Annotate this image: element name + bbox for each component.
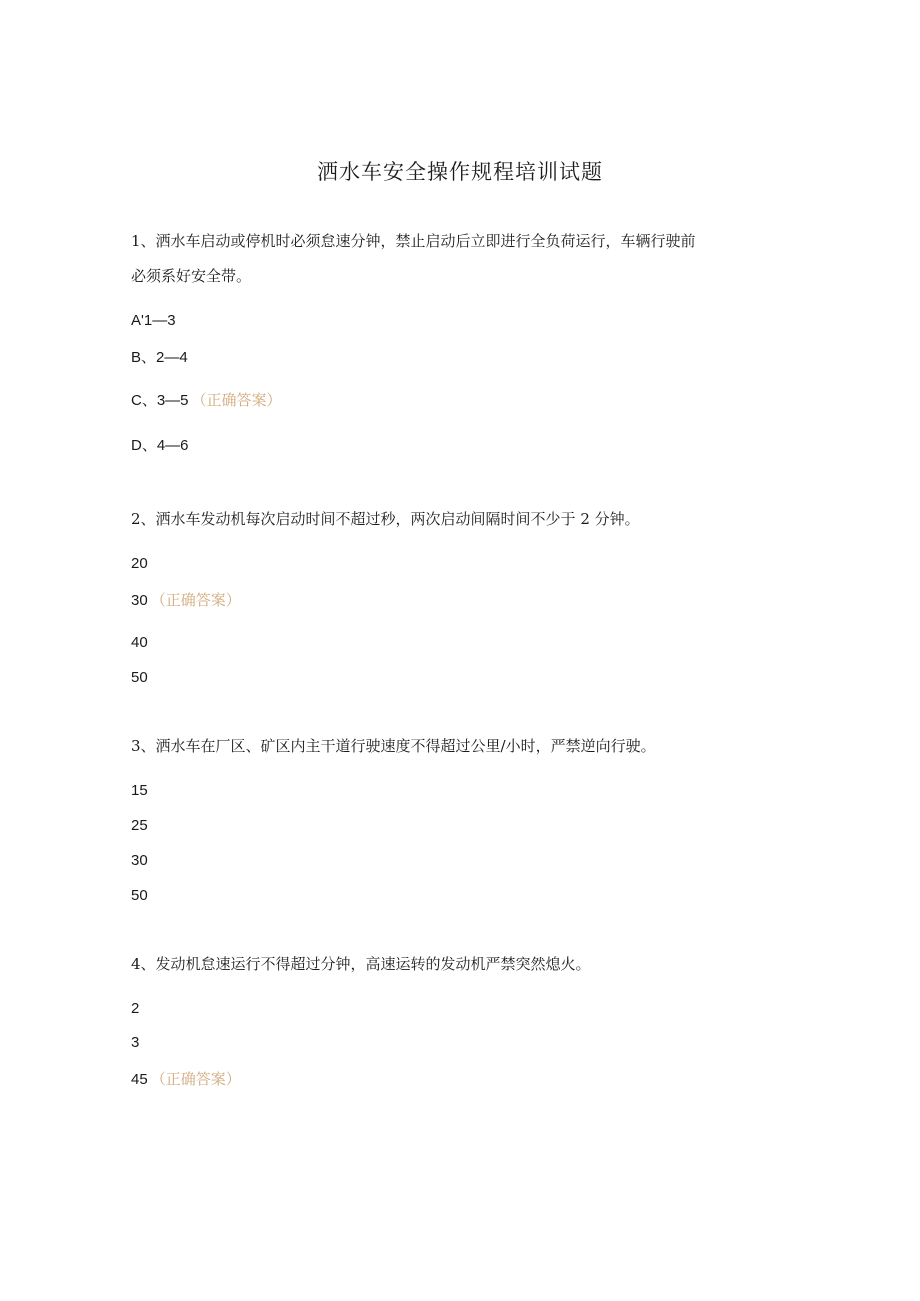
question-2-option-3	[131, 631, 148, 654]
question-1-prompt-line-2: 必须系好安全带。	[131, 267, 252, 285]
question-1-option-b	[131, 346, 188, 369]
question-3-option-2	[131, 814, 148, 837]
question-4-option-1	[131, 997, 139, 1020]
question-2-option-2	[131, 589, 241, 612]
question-2-prompt-line-1: 2、洒水车发动机每次启动时间不超过秒，两次启动间隔时间不少于 2 分钟。	[131, 510, 640, 528]
question-3-option-4	[131, 884, 148, 907]
question-1-option-d	[131, 434, 189, 457]
option-text: 45	[131, 1071, 148, 1088]
question-3-prompt-line-1: 3、洒水车在厂区、矿区内主干道行驶速度不得超过公里/小时，严禁逆向行驶。	[131, 737, 656, 755]
question-1-option-c	[131, 389, 282, 412]
question-4-prompt-line-1: 4、发动机怠速运行不得超过分钟，高速运转的发动机严禁突然熄火。	[131, 955, 591, 973]
question-2-option-4	[131, 666, 148, 689]
option-text: 2	[131, 1000, 140, 1017]
option-text: 50	[131, 887, 148, 904]
question-3-option-1	[131, 779, 148, 802]
correct-answer-tag: （正确答案）	[191, 391, 282, 409]
option-text: 40	[131, 634, 148, 651]
option-text: 20	[131, 555, 148, 572]
question-3-option-3	[131, 849, 148, 872]
question-1-prompt-line-1: 1、洒水车启动或停机时必须怠速分钟，禁止启动后立即进行全负荷运行，车辆行驶前	[131, 232, 696, 250]
correct-answer-tag: （正确答案）	[150, 1070, 241, 1088]
question-2-option-1	[131, 552, 148, 575]
option-text: 50	[131, 669, 148, 686]
option-text: 15	[131, 782, 148, 799]
question-4-option-3	[131, 1068, 241, 1091]
option-text: 3	[131, 1034, 140, 1051]
option-text: 30	[131, 852, 148, 869]
option-text: B、2—4	[131, 349, 188, 366]
option-text: 30	[131, 592, 148, 609]
question-4-option-2	[131, 1031, 139, 1054]
option-text: C、3—5	[131, 392, 189, 409]
option-text: 25	[131, 817, 148, 834]
option-text: D、4—6	[131, 437, 189, 454]
option-text: A'1—3	[131, 312, 176, 329]
question-1-option-a	[131, 309, 176, 332]
correct-answer-tag: （正确答案）	[150, 591, 241, 609]
document-title: 洒水车安全操作规程培训试题	[317, 160, 603, 184]
